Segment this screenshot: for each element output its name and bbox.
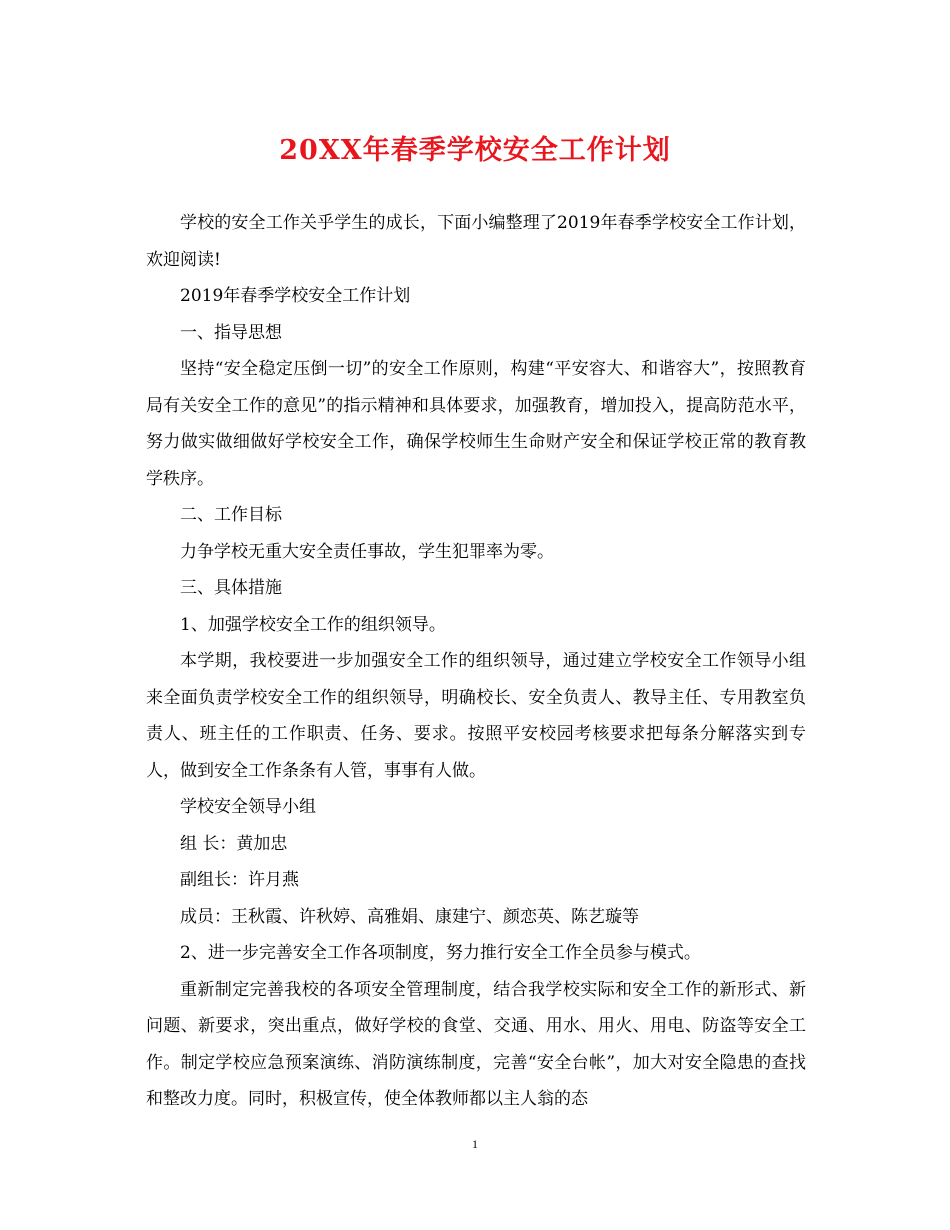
paragraph-deputy-leader: 副组长：许月燕 <box>180 870 299 890</box>
heading-measure-2: 2、进一步完善安全工作各项制度，努力推行安全工作全员参与模式。 <box>180 943 701 963</box>
paragraph-subtitle: 2019年春季学校安全工作计划 <box>180 286 411 306</box>
paragraph-guiding-ideology: 坚持“安全稳定压倒一切”的安全工作原则，构建“平安容大、和谐容大”，按照教育局有关安全工作的意见”的指示精神和具体要求，加强教育，增加投入，提高防范水平，努力做实做细做好学校安全工作，确保学校师生生命财产安全和保证学校正常的教育教学秩序。 <box>146 359 806 489</box>
paragraph-measure-1: 本学期，我校要进一步加强安全工作的组织领导，通过建立学校安全工作领导小组来全面负责学校安全工作的组织领导，明确校长、安全负责人、教导主任、专用教室负责人、班主任的工作职责、任务、要求。按照平安校园考核要求把每条分解落实到专人，做到安全工作条条有人管，事事有人做。 <box>146 651 806 781</box>
paragraph-group-leader: 组 长：黄加忠 <box>180 833 288 854</box>
page-number: 1 <box>472 1137 478 1151</box>
paragraph-measure-2: 重新制定完善我校的各项安全管理制度，结合我学校实际和安全工作的新形式、新问题、新要求，突出重点，做好学校的食堂、交通、用水、用火、用电、防盗等安全工作。制定学校应急预案演练、消防演练制度，完善“安全台帐”，加大对安全隐患的查找和整改力度。同时，积极宣传，使全体教师都以主人翁的态 <box>146 979 806 1109</box>
document-title: 20XX年春季学校安全工作计划 <box>279 135 671 166</box>
heading-measure-1: 1、加强学校安全工作的组织领导。 <box>180 614 446 635</box>
paragraph-work-goals: 力争学校无重大安全责任事故，学生犯罪率为零。 <box>180 541 554 562</box>
heading-guiding-ideology: 一、指导思想 <box>180 322 282 343</box>
paragraph-intro: 学校的安全工作关乎学生的成长，下面小编整理了2019年春季学校安全工作计划，欢迎阅读! <box>146 213 806 270</box>
heading-specific-measures: 三、具体措施 <box>180 578 282 598</box>
heading-leadership-group: 学校安全领导小组 <box>180 797 316 817</box>
document-body <box>146 205 806 1118</box>
paragraph-members: 成员：王秋霞、许秋婷、高雅娟、康建宁、颜恋英、陈艺璇等 <box>180 906 639 927</box>
heading-work-goals: 二、工作目标 <box>180 505 282 525</box>
